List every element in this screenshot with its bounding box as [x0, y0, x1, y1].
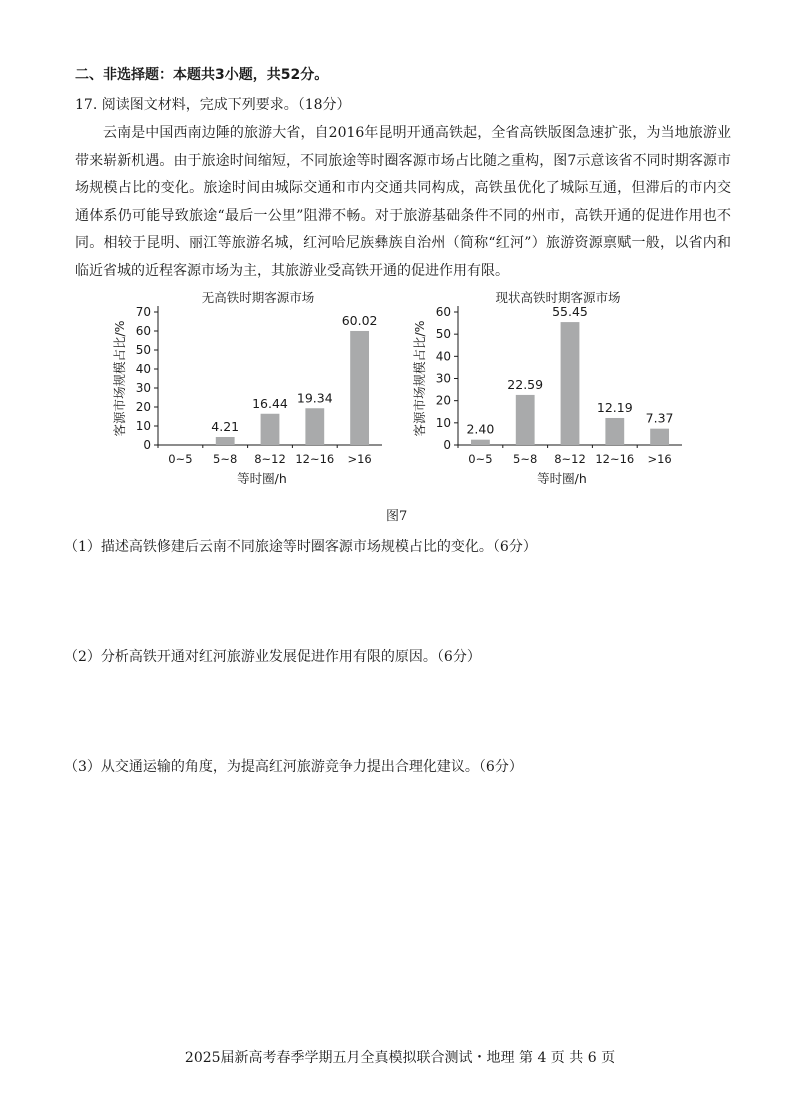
chart-hsr-wrap: [410, 288, 690, 497]
y-tick-label: 30: [135, 381, 151, 395]
y-tick-label: 20: [135, 400, 151, 414]
x-tick-label: 12~16: [295, 452, 335, 466]
question-passage: 云南是中国西南边陲的旅游大省，自2016年昆明开通高铁起，全省高铁版图急速扩张，为当地旅游业带来崭新机遇。由于旅途时间缩短，不同旅途等时圈客源市场占比随之重构，图7示意该省不同时期客源市场规模占比的变化。旅途时间由城际交通和市内交通共同构成，高铁虽优化了城际互通，但滞后的市内交通体系仍可能导致旅途“最后一公里”阻滞不畅。对于旅游基础条件不同的州市，高铁开通的促进作用也不同。相较于昆明、丽江等旅游名城，红河哈尼族彝族自治州（简称“红河”）旅游资源禀赋一般，以省内和临近省城的近程客源市场为主，其旅游业受高铁开通的促进作用有限。: [75, 125, 731, 279]
bar-12-16: [305, 408, 324, 445]
x-tick-label: 0~5: [168, 452, 193, 466]
x-axis-label: 等时圈/h: [237, 471, 287, 486]
sub-question-1: （1）描述高铁修建后云南不同旅途等时圈客源市场规模占比的变化。（6分）: [64, 539, 537, 555]
y-tick-label: 10: [135, 419, 151, 433]
y-axis-label: 客源市场规模占比/%: [412, 320, 427, 437]
bar--16: [350, 331, 369, 445]
bar-8-12: [261, 414, 280, 445]
bar-value-label: 55.45: [552, 304, 588, 320]
section-title: 二、非选择题：本题共3小题，共52分。: [75, 67, 329, 83]
bar-value-label: 60.02: [341, 312, 378, 328]
figure-caption: 图7: [386, 509, 408, 524]
bar-value-label: 4.21: [211, 419, 240, 435]
sub-question-2: （2）分析高铁开通对红河旅游业发展促进作用有限的原因。（6分）: [64, 649, 481, 665]
y-axis-label: 客源市场规模占比/%: [112, 320, 127, 437]
bar-value-label: 22.59: [507, 376, 544, 392]
bar-8-12: [561, 322, 580, 445]
y-tick-label: 40: [135, 362, 151, 376]
x-tick-label: >16: [347, 452, 372, 466]
sub-question-3: （3）从交通运输的角度，为提高红河旅游竞争力提出合理化建议。（6分）: [64, 759, 523, 775]
bar-value-label: 2.40: [466, 421, 495, 437]
question-heading: 17. 阅读图文材料，完成下列要求。（18分）: [75, 97, 351, 113]
y-tick-label: 30: [435, 371, 451, 386]
y-tick-label: 10: [435, 415, 451, 430]
bar-5-8: [516, 395, 535, 445]
x-tick-label: 5~8: [213, 452, 238, 466]
y-tick-label: 60: [135, 324, 151, 338]
bar--16: [650, 429, 669, 445]
bar-value-label: 16.44: [252, 395, 288, 411]
y-tick-label: 0: [443, 438, 451, 452]
y-tick-label: 20: [435, 393, 451, 408]
chart-no-hsr-wrap: [110, 288, 390, 497]
bar-0-5: [471, 440, 490, 445]
y-tick-label: 70: [135, 305, 151, 319]
y-tick-label: 50: [135, 343, 151, 357]
y-tick-label: 0: [143, 438, 151, 452]
bar-value-label: 19.34: [296, 390, 333, 406]
x-tick-label: 5~8: [513, 452, 538, 466]
x-tick-label: 0~5: [468, 452, 493, 466]
bar-value-label: 7.37: [645, 410, 674, 426]
bar-12-16: [605, 418, 624, 445]
x-tick-label: >16: [647, 452, 672, 466]
bar-5-8: [216, 437, 235, 445]
x-tick-label: 8~12: [554, 452, 586, 466]
y-tick-label: 50: [435, 327, 451, 342]
page-footer: 2025届新高考春季学期五月全真模拟联合测试・地理 第 4 页 共 6 页: [184, 1050, 616, 1066]
chart-title: 现状高铁时期客源市场: [495, 290, 621, 305]
chart-hsr: [410, 288, 690, 493]
x-tick-label: 8~12: [254, 452, 286, 466]
x-axis-label: 等时圈/h: [537, 471, 587, 486]
chart-title: 无高铁时期客源市场: [201, 290, 315, 305]
bar-value-label: 12.19: [596, 399, 633, 415]
y-tick-label: 60: [435, 305, 451, 319]
x-tick-label: 12~16: [595, 452, 635, 466]
y-tick-label: 40: [435, 349, 451, 364]
chart-no-hsr: [110, 288, 390, 493]
